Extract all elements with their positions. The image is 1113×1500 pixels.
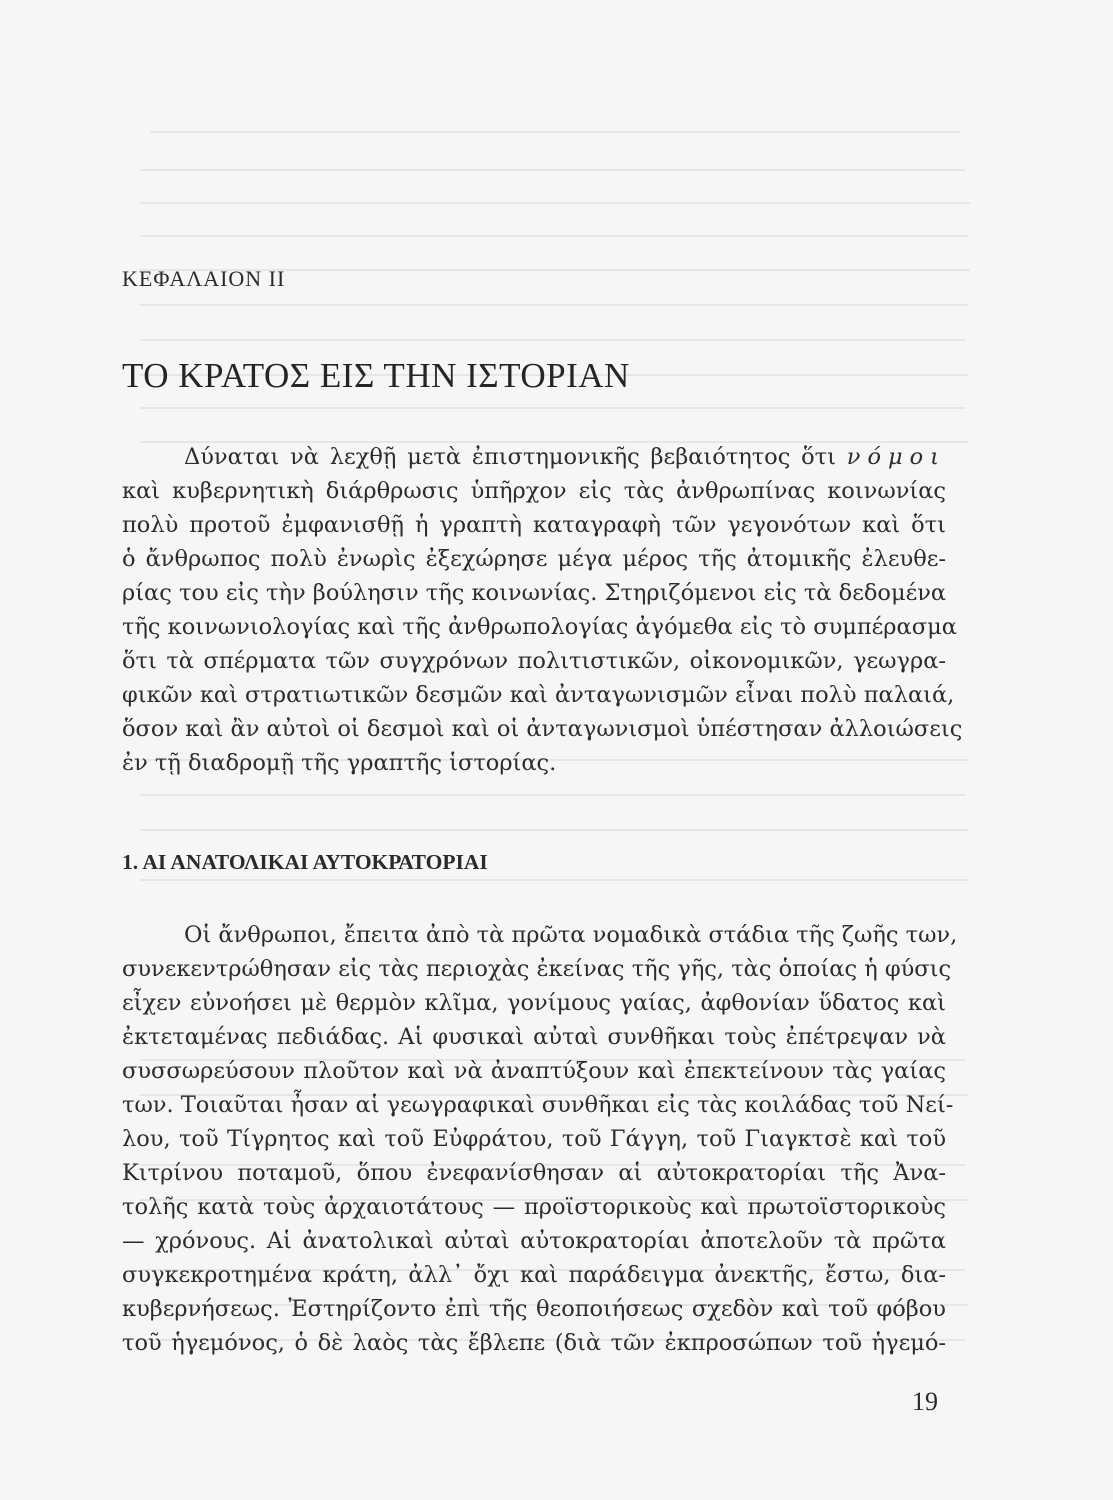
text-line: πολὺ προτοῦ ἐμφανισθῇ ἡ γραπτὴ καταγραφὴ τῶν γεγονότων καὶ ὅτι	[122, 512, 946, 538]
text-line: των. Τοιαῦται ἦσαν αἱ γεωγραφικαὶ συνθῆκαι εἰς τὰς κοιλάδας τοῦ Νεί-	[122, 1092, 954, 1118]
intro-line-start: Δύναται νὰ λεχθῇ μετὰ ἐπιστημονικῆς βεβαιότητος ὅτι	[184, 444, 836, 470]
text-line: ρίας του εἰς τὴν βούλησιν τῆς κοινωνίας. Στηριζόμενοι εἰς τὰ δεδομένα	[122, 580, 947, 606]
text-line: εἶχεν εὐνοήσει μὲ θερμὸν κλῖμα, γονίμους γαίας, ἀφθονίαν ὕδατος καὶ	[122, 990, 946, 1016]
text-line: συσσωρεύσουν πλοῦτον καὶ νὰ ἀναπτύξουν καὶ ἐπεκτείνουν τὰς γαίας	[122, 1058, 946, 1084]
text-line: λου, τοῦ Τίγρητος καὶ τοῦ Εὐφράτου, τοῦ Γάγγη, τοῦ Γιαγκτσὲ καὶ τοῦ	[122, 1126, 946, 1152]
text-line: ὁ ἄνθρωπος πολὺ ἐνωρὶς ἐξεχώρησε μέγα μέρος τῆς ἀτομικῆς ἐλευθε-	[122, 546, 946, 572]
section-heading: 1. ΑΙ ΑΝΑΤΟΛΙΚΑΙ ΑΥΤΟΚΡΑΤΟΡΙΑΙ	[122, 850, 488, 874]
text-line: Κιτρίνου ποταμοῦ, ὅπου ἐνεφανίσθησαν αἱ αὐτοκρατορίαι τῆς Ἀνα-	[122, 1160, 946, 1186]
text-line: ὅτι τὰ σπέρματα τῶν συγχρόνων πολιτιστικῶν, οἰκονομικῶν, γεωγρα-	[122, 648, 946, 674]
text-line: τοῦ ἡγεμόνος, ὁ δὲ λαὸς τὰς ἔβλεπε (διὰ τῶν ἐκπροσώπων τοῦ ἡγεμό-	[122, 1330, 946, 1356]
section-first-line: Οἱ ἄνθρωποι, ἔπειτα ἀπὸ τὰ πρῶτα νομαδικὰ στάδια τῆς ζωῆς των,	[184, 922, 958, 948]
text-line: ἐκτεταμένας πεδιάδας. Αἱ φυσικαὶ αὐταὶ συνθῆκαι τοὺς ἐπέτρεψαν νὰ	[122, 1024, 946, 1050]
text-line: κυβερνήσεως. Ἐστηρίζοντο ἐπὶ τῆς θεοποιήσεως σχεδὸν καὶ τοῦ φόβου	[122, 1296, 946, 1322]
intro-first-line	[184, 440, 946, 474]
text-line: καὶ κυβερνητικὴ διάρθρωσις ὑπῆρχον εἰς τὰς ἀνθρωπίνας κοινωνίας	[122, 478, 946, 504]
text-line: τολῆς κατὰ τοὺς ἀρχαιοτάτους — προϊστορικοὺς καὶ πρωτοϊστορικοὺς	[122, 1194, 946, 1220]
text-line: — χρόνους. Αἱ ἀνατολικαὶ αὐταὶ αὐτοκρατορίαι ἀποτελοῦν τὰ πρῶτα	[122, 1228, 946, 1254]
text-line: φικῶν καὶ στρατιωτικῶν δεσμῶν καὶ ἀνταγωνισμῶν εἶναι πολὺ παλαιά,	[122, 682, 955, 708]
emphasized-word: νόμοι	[846, 444, 946, 470]
text-line: συνεκεντρώθησαν εἰς τὰς περιοχὰς ἐκείνας τῆς γῆς, τὰς ὁποίας ἡ φύσις	[122, 956, 952, 982]
text-line: συγκεκροτημένα κράτη, ἀλλ᾿ ὄχι καὶ παράδειγμα ἀνεκτῆς, ἔστω, δια-	[122, 1262, 946, 1288]
page-number: 19	[912, 1387, 938, 1416]
chapter-title: ΤΟ ΚΡΑΤΟΣ ΕΙΣ ΤΗΝ ΙΣΤΟΡΙΑΝ	[122, 356, 630, 395]
text-line: ὅσον καὶ ἂν αὐτοὶ οἱ δεσμοὶ καὶ οἱ ἀνταγωνισμοὶ ὑπέστησαν ἀλλοιώσεις	[122, 716, 963, 742]
text-line-last: ἐν τῇ διαδρομῇ τῆς γραπτῆς ἱστορίας.	[122, 750, 557, 776]
chapter-label: ΚΕΦΑΛΑΙΟΝ ΙΙ	[122, 266, 286, 291]
text-line: τῆς κοινωνιολογίας καὶ τῆς ἀνθρωπολογίας ἀγόμεθα εἰς τὸ συμπέρασμα	[122, 614, 957, 640]
